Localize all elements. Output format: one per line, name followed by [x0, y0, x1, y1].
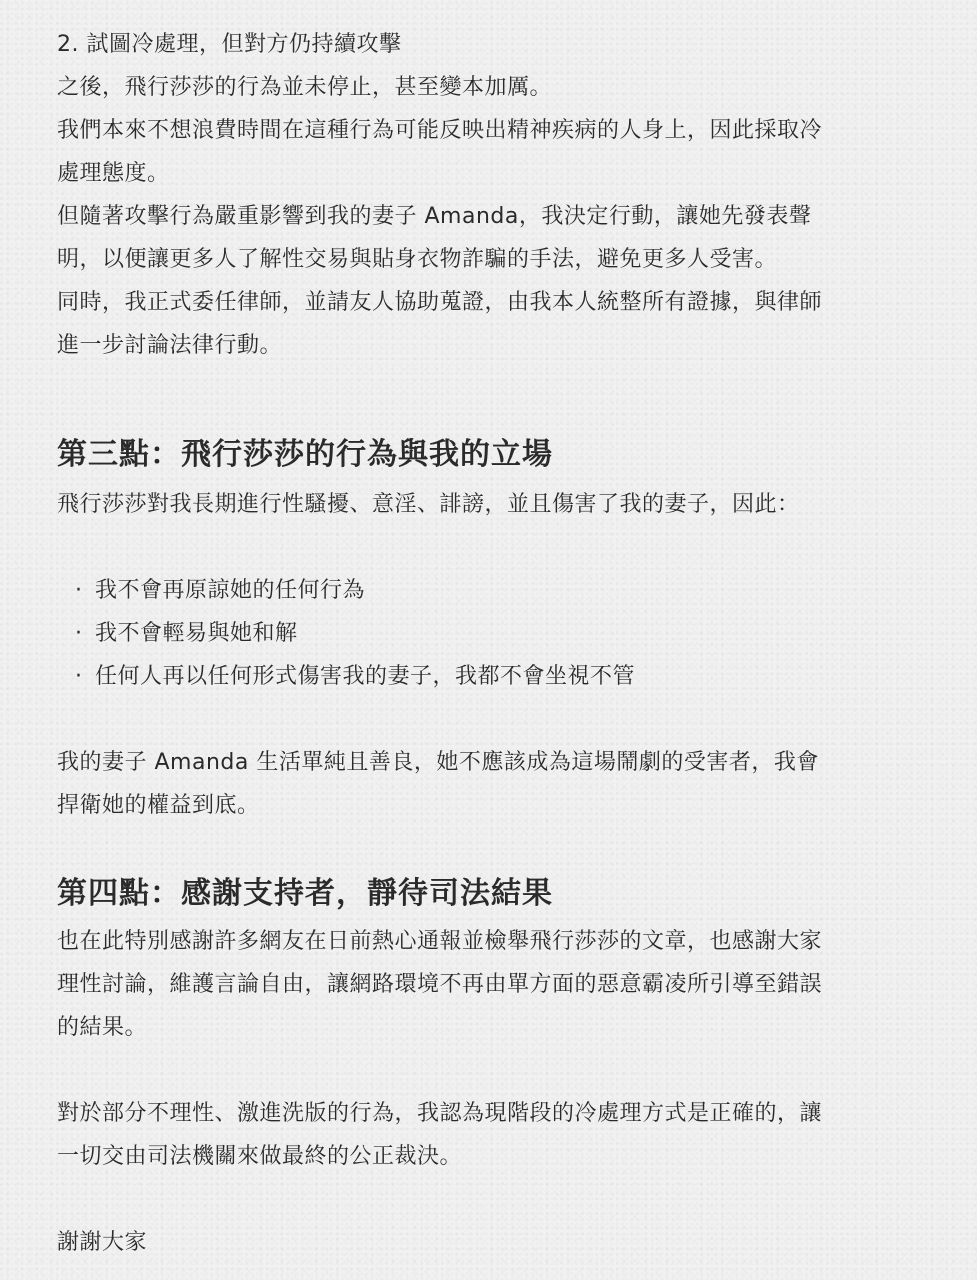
list-item: · 我不會再原諒她的任何行為	[57, 569, 927, 612]
list-item: · 任何人再以任何形式傷害我的妻子，我都不會坐視不管	[57, 655, 927, 698]
section4-para1-line: 的結果。	[57, 1015, 148, 1040]
spacer	[57, 698, 927, 741]
section4-heading: 第四點：感謝支持者，靜待司法結果	[57, 876, 553, 911]
spacer	[57, 1049, 927, 1092]
bullet-icon: ·	[75, 664, 83, 689]
bullet-icon: ·	[75, 621, 83, 646]
section2-line: 明，以便讓更多人了解性交易與貼身衣物詐騙的手法，避免更多人受害。	[57, 247, 778, 272]
section2-line: 之後，飛行莎莎的行為並未停止，甚至變本加厲。	[57, 75, 553, 100]
section2-line: 但隨著攻擊行為嚴重影響到我的妻子 Amanda，我決定行動，讓她先發表聲	[57, 204, 812, 229]
section3-closing-line: 我的妻子 Amanda 生活單純且善良，她不應該成為這場鬧劇的受害者，我會	[57, 750, 819, 775]
section4-para2-line: 一切交由司法機關來做最終的公正裁決。	[57, 1144, 463, 1169]
section2-line: 進一步討論法律行動。	[57, 333, 283, 358]
section4-para2-line: 對於部分不理性、激進洗版的行為，我認為現階段的冷處理方式是正確的，讓	[57, 1101, 823, 1126]
spacer	[57, 526, 927, 569]
section4-para1-line: 理性討論，維護言論自由，讓網路環境不再由單方面的惡意霸凌所引導至錯誤	[57, 972, 823, 997]
spacer	[57, 827, 927, 870]
section2-line: 我們本來不想浪費時間在這種行為可能反映出精神疾病的人身上，因此採取冷	[57, 118, 823, 143]
section2-line: 同時，我正式委任律師，並請友人協助蒐證，由我本人統整所有證據，與律師	[57, 290, 823, 315]
bullet-icon: ·	[75, 578, 83, 603]
list-item: · 我不會輕易與她和解	[57, 612, 927, 655]
section3-heading: 第三點：飛行莎莎的行為與我的立場	[57, 437, 553, 472]
document-page	[57, 23, 927, 1264]
section2-line: 處理態度。	[57, 161, 170, 186]
section3-closing-line: 捍衛她的權益到底。	[57, 793, 260, 818]
signoff: 謝謝大家	[57, 1230, 148, 1255]
section3-bullet-list	[57, 569, 927, 698]
section4-para1-line: 也在此特別感謝許多網友在日前熱心通報並檢舉飛行莎莎的文章，也感謝大家	[57, 929, 823, 954]
spacer	[57, 1178, 927, 1221]
spacer	[57, 367, 927, 431]
section3-intro: 飛行莎莎對我長期進行性騷擾、意淫、誹謗，並且傷害了我的妻子，因此：	[57, 492, 800, 517]
section2-title: 2. 試圖冷處理，但對方仍持續攻擊	[57, 32, 402, 57]
